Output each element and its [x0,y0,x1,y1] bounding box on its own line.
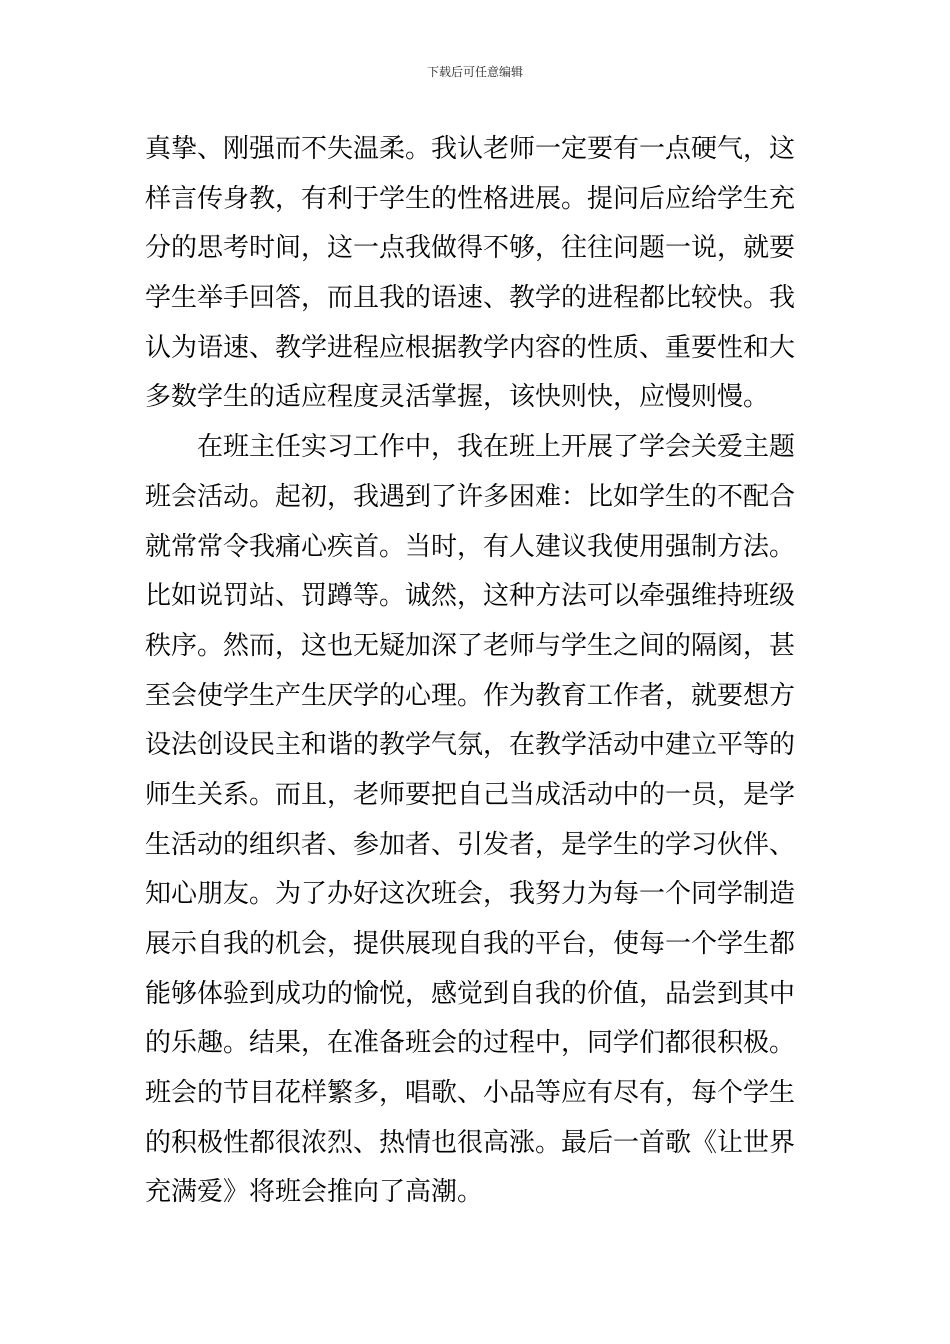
text-line: 秩序。然而，这也无疑加深了老师与学生之间的隔阂，甚 [145,630,796,661]
paragraph-1 [145,125,815,423]
text-line: 班会活动。起初，我遇到了许多困难：比如学生的不配合 [145,481,796,512]
text-line: 展示自我的机会，提供展现自我的平台，使每一个学生都 [145,929,796,959]
text-line: 分的思考时间，这一点我做得不够，往往问题一说，就要 [145,233,796,264]
text-line: 真挚、刚强而不失温柔。我认老师一定要有一点硬气，这 [145,134,796,164]
paragraph-2 [145,423,815,1218]
text-line: 的积极性都很浓烈、热情也很高涨。最后一首歌《让世界 [145,1127,796,1158]
text-line: 样言传身教，有利于学生的性格进展。提问后应给学生充 [145,183,796,214]
text-line: 能够体验到成功的愉悦，感觉到自我的价值，品尝到其中 [145,978,796,1009]
text-line: 至会使学生产生厌学的心理。作为教育工作者，就要想方 [145,680,796,711]
text-line: 学生举手回答，而且我的语速、教学的进程都比较快。我 [145,283,796,314]
page-header: 下载后可任意编辑 [426,65,523,79]
text-line: 的乐趣。结果，在准备班会的过程中，同学们都很积极。 [145,1028,796,1059]
text-line: 充满爱》将班会推向了高潮。 [145,1177,484,1208]
text-line: 就常常令我痛心疾首。当时，有人建议我使用强制方法。 [145,531,796,562]
text-line: 生活动的组织者、参加者、引发者，是学生的学习伙伴、 [145,829,796,860]
text-line: 设法创设民主和谐的教学气氛，在教学活动中建立平等的 [145,730,796,761]
text-line: 比如说罚站、罚蹲等。诚然，这种方法可以牵强维持班级 [145,581,796,612]
text-line: 在班主任实习工作中，我在班上开展了学会关爱主题 [145,432,796,463]
text-line: 师生关系。而且，老师要把自己当成活动中的一员，是学 [145,779,796,810]
document-body [145,125,815,1218]
text-line: 知心朋友。为了办好这次班会，我努力为每一个同学制造 [145,879,796,910]
text-line: 多数学生的适应程度灵活掌握，该快则快，应慢则慢。 [145,382,770,413]
text-line: 班会的节目花样繁多，唱歌、小品等应有尽有，每个学生 [145,1078,796,1109]
text-line: 认为语速、教学进程应根据教学内容的性质、重要性和大 [145,332,796,363]
